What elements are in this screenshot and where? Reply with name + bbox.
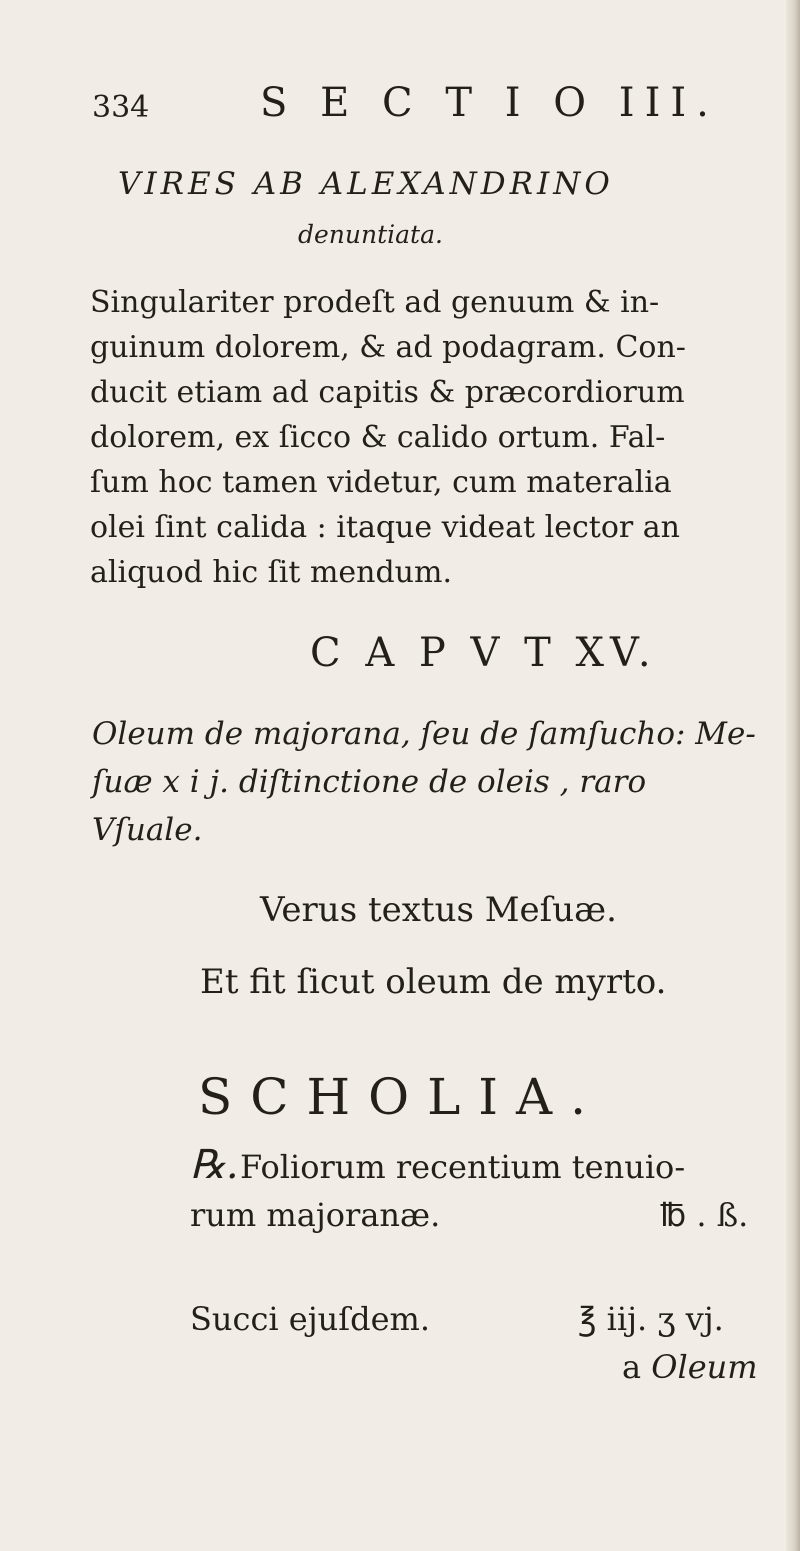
vires-heading: VIRES AB ALEXANDRINO — [118, 166, 614, 202]
recipe-dose: ℔ . ß. — [660, 1196, 749, 1234]
body-line: ſum hoc tamen videtur, cum materalia — [90, 465, 672, 500]
oleum-line: Oleum de majorana, ſeu de ſamſucho: Me- — [92, 716, 756, 752]
section-title: S E C T I O III. — [260, 80, 719, 126]
page-number: 334 — [92, 90, 150, 125]
recipe-line: Foliorum recentium tenuio- — [240, 1148, 686, 1186]
body-line: olei ſint calida : itaque videat lector an — [90, 510, 680, 545]
body-line: dolorem, ex ſicco & calido ortum. Fal- — [90, 420, 666, 455]
catchword-word: Oleum — [651, 1348, 758, 1386]
catchword — [622, 1348, 758, 1386]
et-fit-line: Et fit ſicut oleum de myrto. — [200, 962, 667, 1002]
recipe-dose: ℥ iij. ʒ vj. — [578, 1300, 724, 1338]
recipe-symbol: ℞. — [190, 1142, 239, 1188]
verus-textus: Verus textus Meſuæ. — [260, 890, 617, 930]
body-paragraph — [90, 280, 730, 595]
running-head — [92, 80, 719, 130]
body-line: aliquod hic ſit mendum. — [90, 555, 452, 590]
recipe-line: rum majoranæ. — [190, 1196, 441, 1234]
body-line: guinum dolorem, & ad podagram. Con- — [90, 330, 686, 365]
oleum-line: Vſuale. — [92, 812, 203, 848]
scholia-heading: SCHOLIA. — [198, 1068, 605, 1126]
oleum-line: ſuæ x i j. diſtinctione de oleis , raro — [92, 764, 647, 800]
body-line: ducit etiam ad capitis & præcordiorum — [90, 375, 685, 410]
caput-heading: C A P V T XV. — [310, 630, 657, 676]
catchword-a: a — [622, 1348, 642, 1386]
page-edge — [786, 0, 800, 1551]
vires-subtitle: denuntiata. — [298, 220, 443, 249]
oleum-heading — [92, 710, 756, 854]
recipe-line: Succi ejuſdem. — [190, 1300, 431, 1338]
body-line: Singulariter prodeſt ad genuum & in- — [90, 285, 660, 320]
